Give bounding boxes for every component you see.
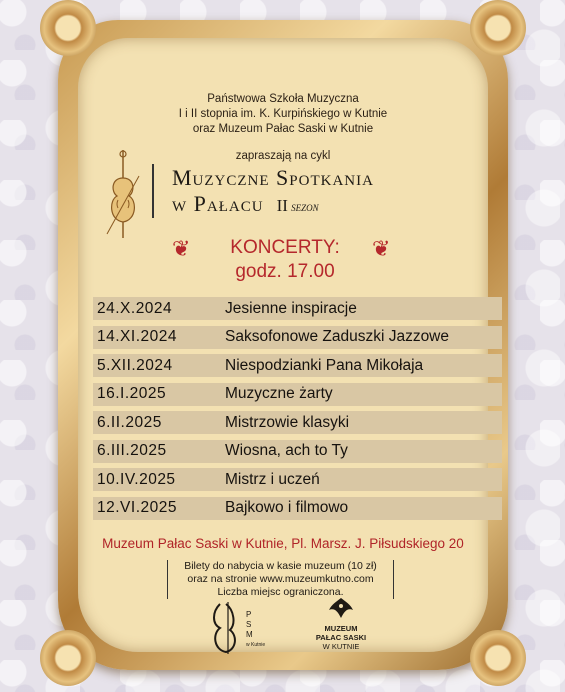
- concert-name: Saksofonowe Zaduszki Jazzowe: [225, 328, 450, 345]
- concert-date: 6.II.2025: [97, 413, 162, 431]
- tickets-info: [167, 560, 394, 599]
- concert-date: 10.IV.2025: [97, 470, 176, 488]
- frame-scroll-ornament: [40, 630, 96, 686]
- concert-date: 12.VI.2025: [97, 499, 177, 516]
- concert-date: 6.III.2025: [97, 442, 167, 459]
- concert-name: Wiosna, ach to Ty: [225, 442, 348, 459]
- concert-date: 16.I.2025: [97, 385, 167, 402]
- museum-logo-line: MUZEUM: [324, 624, 358, 633]
- season-number: II: [276, 196, 288, 215]
- frame-scroll-ornament: [40, 0, 96, 56]
- concerts-time: godz. 17.00: [235, 261, 335, 282]
- concert-row: [93, 440, 502, 463]
- museum-logo-line: PAŁAC SASKI: [315, 633, 367, 642]
- psm-logo-text: [246, 610, 265, 650]
- concert-name: Jesienne inspiracje: [225, 299, 357, 317]
- concert-date: 24.X.2024: [97, 299, 173, 317]
- series-title-line: [172, 191, 374, 220]
- series-title-line: Muzyczne Spotkania: [172, 165, 374, 190]
- title-divider: [152, 164, 154, 218]
- flourish-right-icon: ❦: [372, 236, 391, 261]
- frame-scroll-ornament: [470, 0, 526, 56]
- organizer-block: [80, 92, 486, 137]
- museum-crest-icon: [326, 596, 356, 622]
- invite-text: zapraszają na cykl: [235, 150, 331, 162]
- concert-row: [93, 297, 502, 320]
- psm-letter: M: [246, 630, 253, 639]
- concert-row: [93, 468, 502, 491]
- concert-name: Mistrz i uczeń: [225, 470, 320, 488]
- concert-row: [93, 383, 502, 406]
- concerts-label: KONCERTY:: [230, 237, 340, 258]
- series-title: [172, 165, 374, 220]
- concert-name: Muzyczne żarty: [225, 385, 333, 402]
- tickets-line: oraz na stronie www.muzeumkutno.com: [187, 573, 374, 585]
- tickets-line: Liczba miejsc ograniczona.: [217, 586, 344, 598]
- season-label: [270, 196, 319, 215]
- series-title-line-2: w Pałacu: [172, 191, 264, 216]
- organizer-line: I i II stopnia im. K. Kurpińskiego w Kutnie: [178, 108, 388, 120]
- organizer-line: Państwowa Szkoła Muzyczna: [207, 93, 359, 105]
- concert-row: [93, 354, 502, 377]
- frame-scroll-ornament: [470, 630, 526, 686]
- concert-name: Niespodzianki Pana Mikołaja: [225, 356, 424, 374]
- concert-date: 14.XI.2024: [97, 328, 177, 345]
- season-word: sezon: [291, 199, 319, 214]
- flourish-left-icon: ❦: [172, 236, 191, 261]
- concert-row: [93, 411, 502, 434]
- concert-row: [93, 326, 502, 349]
- psm-caption: w Kutnie: [246, 642, 266, 648]
- concert-row: [93, 497, 502, 520]
- concert-name: Bajkowo i filmowo: [225, 499, 349, 516]
- psm-letter: P: [246, 610, 252, 619]
- museum-logo-line: W KUTNIE: [322, 642, 360, 651]
- concert-date: 5.XII.2024: [97, 356, 173, 374]
- concerts-header: [180, 236, 390, 284]
- organizer-line: oraz Muzeum Pałac Saski w Kutnie: [192, 123, 374, 135]
- psm-letter: S: [246, 620, 252, 629]
- tickets-line: Bilety do nabycia w kasie muzeum (10 zł): [184, 560, 377, 572]
- concert-name: Mistrzowie klasyki: [225, 413, 350, 431]
- venue-address: Muzeum Pałac Saski w Kutnie, Pl. Marsz. J. Piłsudskiego 20: [102, 536, 464, 551]
- museum-logo-text: [305, 624, 377, 651]
